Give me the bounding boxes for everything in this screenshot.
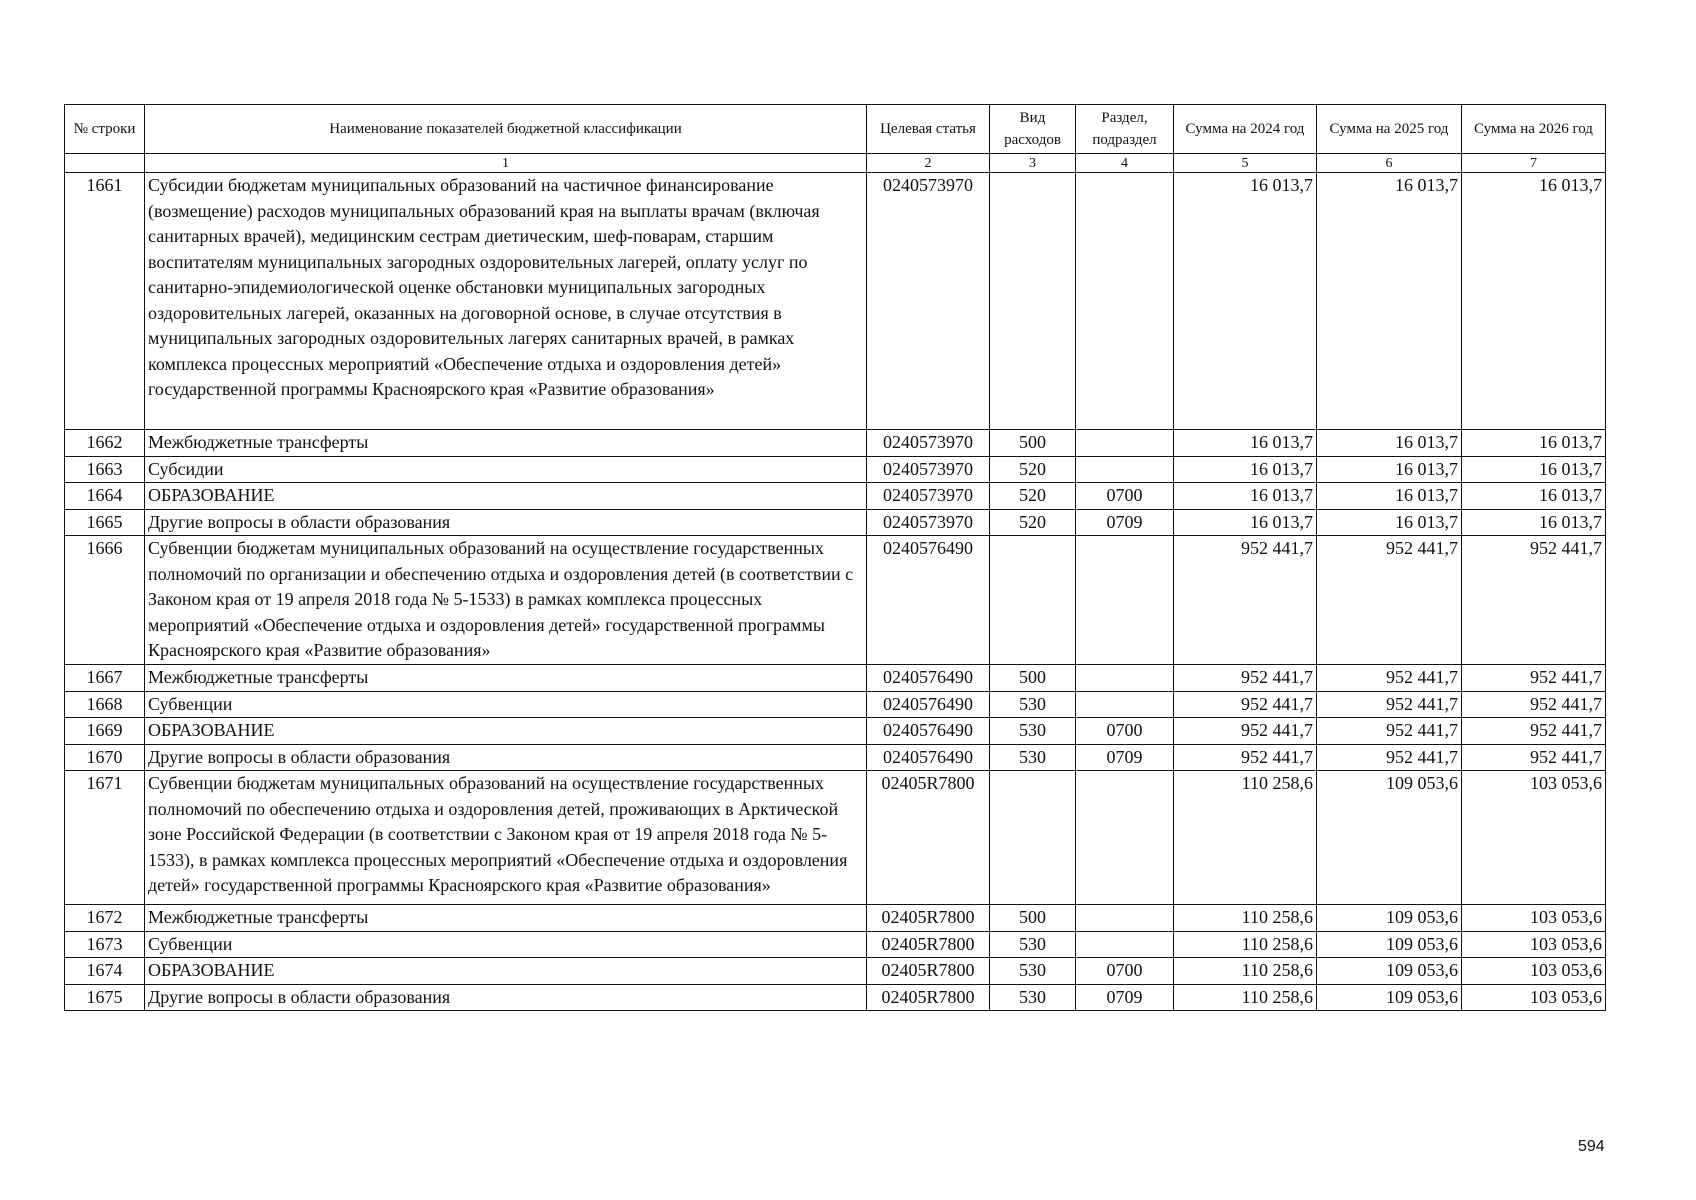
row-number-cell: 1671 xyxy=(65,771,145,905)
section-cell: 0700 xyxy=(1076,483,1174,510)
sum-2025-cell: 952 441,7 xyxy=(1317,744,1462,771)
sum-2026-cell: 16 013,7 xyxy=(1462,173,1606,430)
sum-2024-cell: 16 013,7 xyxy=(1174,173,1317,430)
header-sum-2025: Сумма на 2025 год xyxy=(1317,105,1462,154)
section-cell xyxy=(1076,771,1174,905)
sum-2024-cell: 16 013,7 xyxy=(1174,483,1317,510)
target-cell: 0240576490 xyxy=(867,744,990,771)
header-target: Целевая статья xyxy=(867,105,990,154)
col-number: 1 xyxy=(145,154,867,173)
sum-2024-cell: 110 258,6 xyxy=(1174,771,1317,905)
section-cell: 0709 xyxy=(1076,984,1174,1011)
sum-2025-cell: 109 053,6 xyxy=(1317,958,1462,985)
section-cell xyxy=(1076,430,1174,457)
row-number-cell: 1662 xyxy=(65,430,145,457)
sum-2025-cell: 952 441,7 xyxy=(1317,691,1462,718)
name-cell: Субвенции xyxy=(145,691,867,718)
col-number: 6 xyxy=(1317,154,1462,173)
row-number-cell: 1673 xyxy=(65,931,145,958)
col-number: 3 xyxy=(990,154,1076,173)
section-cell: 0700 xyxy=(1076,718,1174,745)
sum-2025-cell: 16 013,7 xyxy=(1317,509,1462,536)
sum-2025-cell: 952 441,7 xyxy=(1317,536,1462,665)
header-sum-2026: Сумма на 2026 год xyxy=(1462,105,1606,154)
name-cell: Субсидии бюджетам муниципальных образований на частичное финансирование (возмещение) расходов муниципальных образований края на выплаты врачам (включая санитарных врачей), медицинским сестрам диетическим, шеф-поварам, старшим воспитателям муниципальных загородных оздоровительных лагерей, оплату услуг по санитарно-эпидемиологической оценке обстановки муниципальных загородных оздоровительных лагерей, оказанных на договорной основе, в случае отсутствия в муниципальных загородных оздоровительных лагерях санитарных врачей, в рамках комплекса процессных мероприятий «Обеспечение отдыха и оздоровления детей» государственной программы Красноярского края «Развитие образования» xyxy=(145,173,867,430)
column-numbers-row xyxy=(65,154,1606,173)
name-cell: ОБРАЗОВАНИЕ xyxy=(145,958,867,985)
row-number-cell: 1665 xyxy=(65,509,145,536)
sum-2025-cell: 952 441,7 xyxy=(1317,665,1462,692)
target-cell: 0240573970 xyxy=(867,430,990,457)
header-row-number: № строки xyxy=(65,105,145,154)
header-section: Раздел, подраздел xyxy=(1076,105,1174,154)
sum-2024-cell: 952 441,7 xyxy=(1174,718,1317,745)
name-cell: ОБРАЗОВАНИЕ xyxy=(145,718,867,745)
table-row xyxy=(65,665,1606,692)
target-cell: 0240576490 xyxy=(867,536,990,665)
sum-2026-cell: 16 013,7 xyxy=(1462,430,1606,457)
name-cell: Другие вопросы в области образования xyxy=(145,744,867,771)
kind-cell: 530 xyxy=(990,718,1076,745)
sum-2024-cell: 952 441,7 xyxy=(1174,536,1317,665)
row-number-cell: 1668 xyxy=(65,691,145,718)
name-cell: Другие вопросы в области образования xyxy=(145,509,867,536)
sum-2026-cell: 16 013,7 xyxy=(1462,456,1606,483)
target-cell: 0240573970 xyxy=(867,483,990,510)
kind-cell xyxy=(990,771,1076,905)
sum-2024-cell: 952 441,7 xyxy=(1174,665,1317,692)
name-cell: Субвенции бюджетам муниципальных образований на осуществление государственных полномочий по обеспечению отдыха и оздоровления детей, проживающих в Арктической зоне Российской Федерации (в соответствии с Законом края от 19 апреля 2018 года № 5-1533), в рамках комплекса процессных мероприятий «Обеспечение отдыха и оздоровления детей» государственной программы Красноярского края «Развитие образования» xyxy=(145,771,867,905)
target-cell: 02405R7800 xyxy=(867,771,990,905)
kind-cell: 530 xyxy=(990,691,1076,718)
row-number-cell: 1667 xyxy=(65,665,145,692)
section-cell xyxy=(1076,173,1174,430)
col-number: 2 xyxy=(867,154,990,173)
section-cell xyxy=(1076,905,1174,932)
sum-2025-cell: 16 013,7 xyxy=(1317,430,1462,457)
target-cell: 02405R7800 xyxy=(867,958,990,985)
table-row xyxy=(65,905,1606,932)
section-cell xyxy=(1076,665,1174,692)
kind-cell: 530 xyxy=(990,958,1076,985)
target-cell: 0240576490 xyxy=(867,718,990,745)
name-cell: Межбюджетные трансферты xyxy=(145,905,867,932)
sum-2024-cell: 110 258,6 xyxy=(1174,931,1317,958)
kind-cell: 530 xyxy=(990,931,1076,958)
table-row xyxy=(65,984,1606,1011)
sum-2026-cell: 103 053,6 xyxy=(1462,771,1606,905)
table-row xyxy=(65,483,1606,510)
sum-2026-cell: 16 013,7 xyxy=(1462,483,1606,510)
table-row xyxy=(65,691,1606,718)
sum-2024-cell: 16 013,7 xyxy=(1174,430,1317,457)
row-number-cell: 1669 xyxy=(65,718,145,745)
section-cell xyxy=(1076,456,1174,483)
sum-2025-cell: 109 053,6 xyxy=(1317,931,1462,958)
name-cell: Субвенции xyxy=(145,931,867,958)
name-cell: Другие вопросы в области образования xyxy=(145,984,867,1011)
row-number-cell: 1674 xyxy=(65,958,145,985)
row-number-cell: 1672 xyxy=(65,905,145,932)
section-cell: 0709 xyxy=(1076,509,1174,536)
name-cell: ОБРАЗОВАНИЕ xyxy=(145,483,867,510)
row-number-cell: 1675 xyxy=(65,984,145,1011)
sum-2025-cell: 109 053,6 xyxy=(1317,771,1462,905)
target-cell: 02405R7800 xyxy=(867,931,990,958)
sum-2025-cell: 109 053,6 xyxy=(1317,984,1462,1011)
row-number-cell: 1666 xyxy=(65,536,145,665)
page-number: 594 xyxy=(1578,1138,1605,1155)
sum-2026-cell: 103 053,6 xyxy=(1462,984,1606,1011)
table-row xyxy=(65,718,1606,745)
sum-2025-cell: 109 053,6 xyxy=(1317,905,1462,932)
kind-cell: 530 xyxy=(990,984,1076,1011)
sum-2025-cell: 952 441,7 xyxy=(1317,718,1462,745)
header-sum-2024: Сумма на 2024 год xyxy=(1174,105,1317,154)
sum-2026-cell: 952 441,7 xyxy=(1462,536,1606,665)
sum-2024-cell: 952 441,7 xyxy=(1174,744,1317,771)
table-row xyxy=(65,931,1606,958)
budget-table xyxy=(64,104,1606,1011)
target-cell: 0240573970 xyxy=(867,173,990,430)
sum-2026-cell: 16 013,7 xyxy=(1462,509,1606,536)
table-row xyxy=(65,958,1606,985)
row-number-cell: 1661 xyxy=(65,173,145,430)
sum-2025-cell: 16 013,7 xyxy=(1317,483,1462,510)
target-cell: 0240576490 xyxy=(867,665,990,692)
table-row xyxy=(65,173,1606,430)
col-number: 7 xyxy=(1462,154,1606,173)
sum-2026-cell: 952 441,7 xyxy=(1462,744,1606,771)
sum-2026-cell: 103 053,6 xyxy=(1462,931,1606,958)
kind-cell: 520 xyxy=(990,509,1076,536)
table-row xyxy=(65,509,1606,536)
kind-cell: 520 xyxy=(990,483,1076,510)
table-row xyxy=(65,430,1606,457)
table-row xyxy=(65,744,1606,771)
sum-2024-cell: 110 258,6 xyxy=(1174,905,1317,932)
name-cell: Субвенции бюджетам муниципальных образований на осуществление государственных полномочий по организации и обеспечению отдыха и оздоровления детей (в соответствии с Законом края от 19 апреля 2018 года № 5-1533) в рамках комплекса процессных мероприятий «Обеспечение отдыха и оздоровления детей» государственной программы Красноярского края «Развитие образования» xyxy=(145,536,867,665)
target-cell: 0240573970 xyxy=(867,456,990,483)
sum-2026-cell: 952 441,7 xyxy=(1462,718,1606,745)
header-name: Наименование показателей бюджетной классификации xyxy=(145,105,867,154)
row-number-cell: 1670 xyxy=(65,744,145,771)
kind-cell xyxy=(990,536,1076,665)
header-row xyxy=(65,105,1606,154)
col-number xyxy=(65,154,145,173)
sum-2026-cell: 103 053,6 xyxy=(1462,958,1606,985)
kind-cell: 520 xyxy=(990,456,1076,483)
kind-cell: 500 xyxy=(990,905,1076,932)
sum-2024-cell: 110 258,6 xyxy=(1174,984,1317,1011)
table-row xyxy=(65,536,1606,665)
section-cell xyxy=(1076,536,1174,665)
name-cell: Межбюджетные трансферты xyxy=(145,665,867,692)
target-cell: 0240573970 xyxy=(867,509,990,536)
table-row xyxy=(65,771,1606,905)
sum-2025-cell: 16 013,7 xyxy=(1317,456,1462,483)
target-cell: 0240576490 xyxy=(867,691,990,718)
sum-2026-cell: 103 053,6 xyxy=(1462,905,1606,932)
kind-cell: 500 xyxy=(990,430,1076,457)
kind-cell: 500 xyxy=(990,665,1076,692)
section-cell xyxy=(1076,691,1174,718)
sum-2024-cell: 16 013,7 xyxy=(1174,509,1317,536)
sum-2026-cell: 952 441,7 xyxy=(1462,691,1606,718)
row-number-cell: 1663 xyxy=(65,456,145,483)
section-cell: 0700 xyxy=(1076,958,1174,985)
header-kind: Вид расходов xyxy=(990,105,1076,154)
sum-2026-cell: 952 441,7 xyxy=(1462,665,1606,692)
col-number: 4 xyxy=(1076,154,1174,173)
target-cell: 02405R7800 xyxy=(867,905,990,932)
table-row xyxy=(65,456,1606,483)
sum-2024-cell: 16 013,7 xyxy=(1174,456,1317,483)
name-cell: Субсидии xyxy=(145,456,867,483)
kind-cell xyxy=(990,173,1076,430)
sum-2025-cell: 16 013,7 xyxy=(1317,173,1462,430)
target-cell: 02405R7800 xyxy=(867,984,990,1011)
section-cell: 0709 xyxy=(1076,744,1174,771)
kind-cell: 530 xyxy=(990,744,1076,771)
sum-2024-cell: 952 441,7 xyxy=(1174,691,1317,718)
row-number-cell: 1664 xyxy=(65,483,145,510)
sum-2024-cell: 110 258,6 xyxy=(1174,958,1317,985)
col-number: 5 xyxy=(1174,154,1317,173)
section-cell xyxy=(1076,931,1174,958)
name-cell: Межбюджетные трансферты xyxy=(145,430,867,457)
